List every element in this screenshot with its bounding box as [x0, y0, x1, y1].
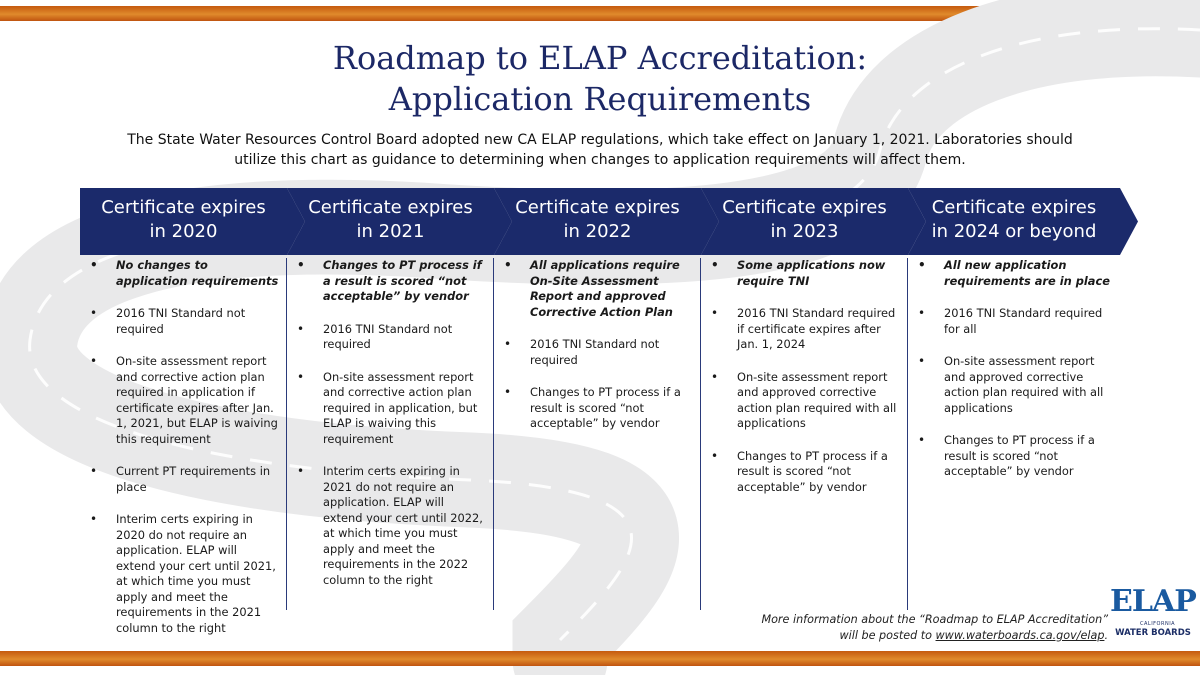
- requirement-item: • No changes to application requirements: [80, 258, 286, 289]
- header-line-2: in 2024 or beyond: [931, 221, 1097, 242]
- year-header-arrow: [287, 188, 512, 255]
- requirements-list: [908, 258, 1120, 480]
- requirement-item: • 2016 TNI Standard not required: [494, 337, 700, 368]
- header-line-1: Certificate expires: [515, 197, 680, 218]
- requirement-item: • Some applications now require TNI: [701, 258, 907, 289]
- requirement-item: • On-site assessment report and corrective action plan required in application if certificate expires after Jan. 1, 2021, but ELAP is waiving this requirement: [80, 354, 286, 447]
- requirements-list: [494, 258, 700, 432]
- footer-note: [761, 612, 1108, 644]
- year-header-arrow: [908, 188, 1138, 255]
- timeline-column-3: [494, 188, 701, 430]
- elap-website-link[interactable]: www.waterboards.ca.gov/elap: [935, 629, 1105, 642]
- requirement-item: • 2016 TNI Standard required for all: [908, 306, 1120, 337]
- timeline-column-2: [287, 188, 494, 587]
- year-header-label: [908, 196, 1120, 244]
- logo-california-text: CALIFORNIA: [1140, 621, 1176, 627]
- requirement-item: • Changes to PT process if a result is scored “not acceptable” by vendor: [701, 449, 907, 496]
- year-header-label: [80, 196, 287, 244]
- footer-line-1: More information about the “Roadmap to ELAP Accreditation”: [761, 613, 1108, 626]
- elap-water-boards-logo: [1110, 584, 1196, 644]
- year-header-label: [494, 196, 701, 244]
- year-header-arrow: [80, 188, 305, 255]
- requirement-item: • All applications require On-Site Assessment Report and approved Corrective Action Plan: [494, 258, 700, 320]
- bottom-accent-bar: [0, 651, 1200, 666]
- header-line-1: Certificate expires: [101, 197, 266, 218]
- requirement-item: • 2016 TNI Standard required if certificate expires after Jan. 1, 2024: [701, 306, 907, 353]
- requirements-list-panel: [908, 258, 1120, 610]
- year-header-arrow: [494, 188, 719, 255]
- requirement-item: • Current PT requirements in place: [80, 464, 286, 495]
- header-line-1: Certificate expires: [722, 197, 887, 218]
- requirement-item: • Changes to PT process if a result is scored “not acceptable” by vendor: [287, 258, 493, 305]
- requirements-list-panel: [80, 258, 287, 635]
- requirements-list-panel: [701, 258, 908, 610]
- requirements-list: [701, 258, 907, 495]
- requirement-item: • 2016 TNI Standard not required: [287, 322, 493, 353]
- requirement-item: • Changes to PT process if a result is scored “not acceptable” by vendor: [494, 385, 700, 432]
- footer-suffix: .: [1104, 629, 1108, 642]
- requirement-item: • Changes to PT process if a result is scored “not acceptable” by vendor: [908, 433, 1120, 480]
- year-header-label: [701, 196, 908, 244]
- page-title: [150, 38, 1050, 120]
- footer-line-2: [761, 628, 1108, 644]
- requirement-item: • Interim certs expiring in 2021 do not require an application. ELAP will extend your cert until 2022, at which time you must apply and meet the requirements in the 2022 column to the right: [287, 464, 493, 588]
- header-line-2: in 2022: [563, 221, 632, 242]
- header-line-2: in 2020: [149, 221, 218, 242]
- requirements-list: [80, 258, 286, 636]
- header-line-1: Certificate expires: [931, 197, 1097, 218]
- header-line-2: in 2021: [356, 221, 425, 242]
- requirement-item: • 2016 TNI Standard not required: [80, 306, 286, 337]
- timeline-column-4: [701, 188, 908, 494]
- requirements-list: [287, 258, 493, 588]
- requirement-item: • Interim certs expiring in 2020 do not require an application. ELAP will extend your cert until 2021, at which time you must apply and meet the requirements in the 2021 column to the right: [80, 512, 286, 636]
- requirement-item: • All new application requirements are in place: [908, 258, 1120, 289]
- year-header-label: [287, 196, 494, 244]
- header-line-1: Certificate expires: [308, 197, 473, 218]
- intro-text: [80, 130, 1120, 170]
- elap-logo-mark: ELAP: [1110, 584, 1196, 619]
- footer-prefix: will be posted to: [839, 629, 936, 642]
- timeline-column-5: [908, 188, 1120, 478]
- year-header-arrow: [701, 188, 926, 255]
- requirements-list-panel: [287, 258, 494, 610]
- timeline-column-1: [80, 188, 287, 635]
- title-line-1: Roadmap to ELAP Accreditation:: [332, 39, 868, 77]
- title-line-2: Application Requirements: [388, 80, 812, 118]
- intro-line-1: The State Water Resources Control Board adopted new CA ELAP regulations, which take effect on January 1, 2021. Laboratories should: [127, 132, 1073, 148]
- intro-line-2: utilize this chart as guidance to determining when changes to application requirements will affect them.: [234, 152, 966, 168]
- logo-water-boards-text: WATER BOARDS: [1115, 628, 1191, 638]
- requirements-list-panel: [494, 258, 701, 610]
- header-line-2: in 2023: [770, 221, 839, 242]
- requirement-item: • On-site assessment report and approved corrective action plan required with all applications: [908, 354, 1120, 416]
- requirement-item: • On-site assessment report and corrective action plan required in application, but ELAP is waiving this requirement: [287, 370, 493, 448]
- requirement-item: • On-site assessment report and approved corrective action plan required with all applications: [701, 370, 907, 432]
